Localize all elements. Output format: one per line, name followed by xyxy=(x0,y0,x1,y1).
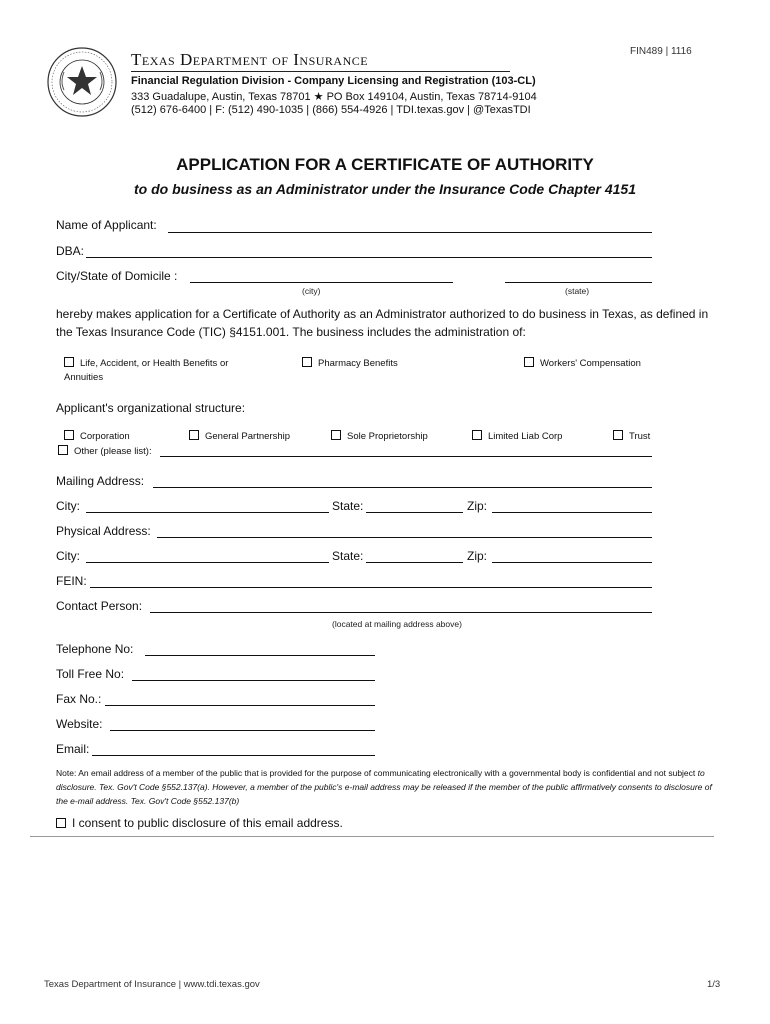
fax-label: Fax No.: xyxy=(56,692,102,706)
physical-address-label: Physical Address: xyxy=(56,524,151,538)
life-label: Life, Accident, or Health Benefits or xyxy=(80,358,229,369)
contact-person-label: Contact Person: xyxy=(56,599,143,613)
checkbox-icon xyxy=(613,430,623,440)
website-field[interactable] xyxy=(110,730,375,731)
tdi-seal-logo xyxy=(46,46,118,118)
limited-liab-label: Limited Liab Corp xyxy=(488,431,563,442)
note-part2: to disclosure. Tex. Gov't Code §552.137(a). However, a member of the public's e-mail address may be released if the member of the public affirmatively consents to disclosure of the e-mail address. Tex. Gov't Code §552.137(b) xyxy=(56,768,712,806)
fein-field[interactable] xyxy=(90,587,652,588)
checkbox-corporation[interactable] xyxy=(64,430,130,442)
city-caption: (city) xyxy=(302,286,321,296)
contact-person-field[interactable] xyxy=(150,612,652,613)
checkbox-icon xyxy=(64,357,74,367)
dba-label: DBA: xyxy=(56,244,85,258)
website-label: Website: xyxy=(56,717,103,731)
email-label: Email: xyxy=(56,742,90,756)
mailing-zip-label: Zip: xyxy=(467,499,488,513)
agency-rule xyxy=(131,71,510,72)
general-partnership-label: General Partnership xyxy=(205,431,291,442)
telephone-label: Telephone No: xyxy=(56,642,134,656)
dba-field[interactable] xyxy=(86,257,652,258)
page-number: 1/3 xyxy=(707,979,721,990)
mailing-address-label: Mailing Address: xyxy=(56,474,145,488)
page-subtitle: to do business as an Administrator under the Insurance Code Chapter 4151 xyxy=(133,181,637,197)
consent-label: I consent to public disclosure of this email address. xyxy=(72,816,343,830)
trust-label: Trust xyxy=(629,431,651,442)
physical-zip-field[interactable] xyxy=(492,562,652,563)
other-label: Other (please list): xyxy=(74,446,152,457)
physical-city-label: City: xyxy=(56,549,80,563)
checkbox-icon xyxy=(189,430,199,440)
checkbox-trust[interactable] xyxy=(613,430,650,442)
email-field[interactable] xyxy=(92,755,375,756)
corporation-label: Corporation xyxy=(80,431,130,442)
agency-name: Texas Department of Insurance xyxy=(131,50,369,69)
division-line: Financial Regulation Division - Company Licensing and Registration (103-CL) xyxy=(131,75,536,87)
checkbox-icon xyxy=(472,430,482,440)
contact-line: (512) 676-6400 | F: (512) 490-1035 | (866) 554-4926 | TDI.texas.gov | @TexasTDI xyxy=(131,104,531,116)
physical-zip-label: Zip: xyxy=(467,549,488,563)
checkbox-workers[interactable] xyxy=(524,357,641,369)
checkbox-sole-proprietorship[interactable] xyxy=(331,430,428,442)
checkbox-other[interactable] xyxy=(58,445,152,457)
name-of-applicant-field[interactable] xyxy=(168,232,652,233)
life-label-cont: Annuities xyxy=(64,372,104,383)
state-caption: (state) xyxy=(565,286,590,296)
other-field[interactable] xyxy=(160,456,652,457)
checkbox-icon xyxy=(331,430,341,440)
physical-state-label: State: xyxy=(332,549,364,563)
page-title: APPLICATION FOR A CERTIFICATE OF AUTHORITY xyxy=(176,155,594,174)
form-number: FIN489 | 1116 xyxy=(630,46,692,57)
mailing-city-field[interactable] xyxy=(86,512,329,513)
intro-text: hereby makes application for a Certificate of Authority as an Administrator authorized to do business in Texas, as defined in the Texas Insurance Code (TIC) §4151.001. The business includes the administration of: xyxy=(56,307,709,339)
mailing-city-label: City: xyxy=(56,499,80,513)
checkbox-life[interactable] xyxy=(64,357,228,369)
mailing-address-field[interactable] xyxy=(153,487,652,488)
checkbox-icon xyxy=(56,818,66,828)
mailing-zip-field[interactable] xyxy=(492,512,652,513)
checkbox-icon xyxy=(302,357,312,367)
address-line: 333 Guadalupe, Austin, Texas 78701 ★ PO Box 149104, Austin, Texas 78714-9104 xyxy=(131,91,537,103)
fein-label: FEIN: xyxy=(56,574,87,588)
domicile-city-field[interactable] xyxy=(190,282,453,283)
consent-checkbox[interactable] xyxy=(56,816,343,830)
toll-free-field[interactable] xyxy=(132,680,375,681)
toll-free-label: Toll Free No: xyxy=(56,667,125,681)
fax-field[interactable] xyxy=(105,705,375,706)
sole-proprietorship-label: Sole Proprietorship xyxy=(347,431,428,442)
mailing-state-field[interactable] xyxy=(366,512,463,513)
checkbox-icon xyxy=(64,430,74,440)
checkbox-general-partnership[interactable] xyxy=(189,430,290,442)
structure-label: Applicant's organizational structure: xyxy=(56,401,246,415)
pharmacy-label: Pharmacy Benefits xyxy=(318,358,398,369)
telephone-field[interactable] xyxy=(145,655,375,656)
note-part1: Note: An email address of a member of the public that is provided for the purpose of communicating electronically with a governmental body is confidential and not subject xyxy=(56,768,696,778)
footer-left: Texas Department of Insurance | www.tdi.texas.gov xyxy=(44,979,260,990)
footer-divider xyxy=(30,836,714,837)
mailing-state-label: State: xyxy=(332,499,364,513)
checkbox-limited-liab[interactable] xyxy=(472,430,562,442)
name-of-applicant-label: Name of Applicant: xyxy=(56,218,157,232)
domicile-state-field[interactable] xyxy=(505,282,652,283)
checkbox-icon xyxy=(58,445,68,455)
confidentiality-note xyxy=(56,766,716,808)
located-caption: (located at mailing address above) xyxy=(332,619,462,629)
workers-label: Workers' Compensation xyxy=(540,358,641,369)
physical-city-field[interactable] xyxy=(86,562,329,563)
physical-state-field[interactable] xyxy=(366,562,463,563)
checkbox-pharmacy[interactable] xyxy=(302,357,398,369)
domicile-label: City/State of Domicile : xyxy=(56,269,178,283)
physical-address-field[interactable] xyxy=(157,537,652,538)
checkbox-icon xyxy=(524,357,534,367)
